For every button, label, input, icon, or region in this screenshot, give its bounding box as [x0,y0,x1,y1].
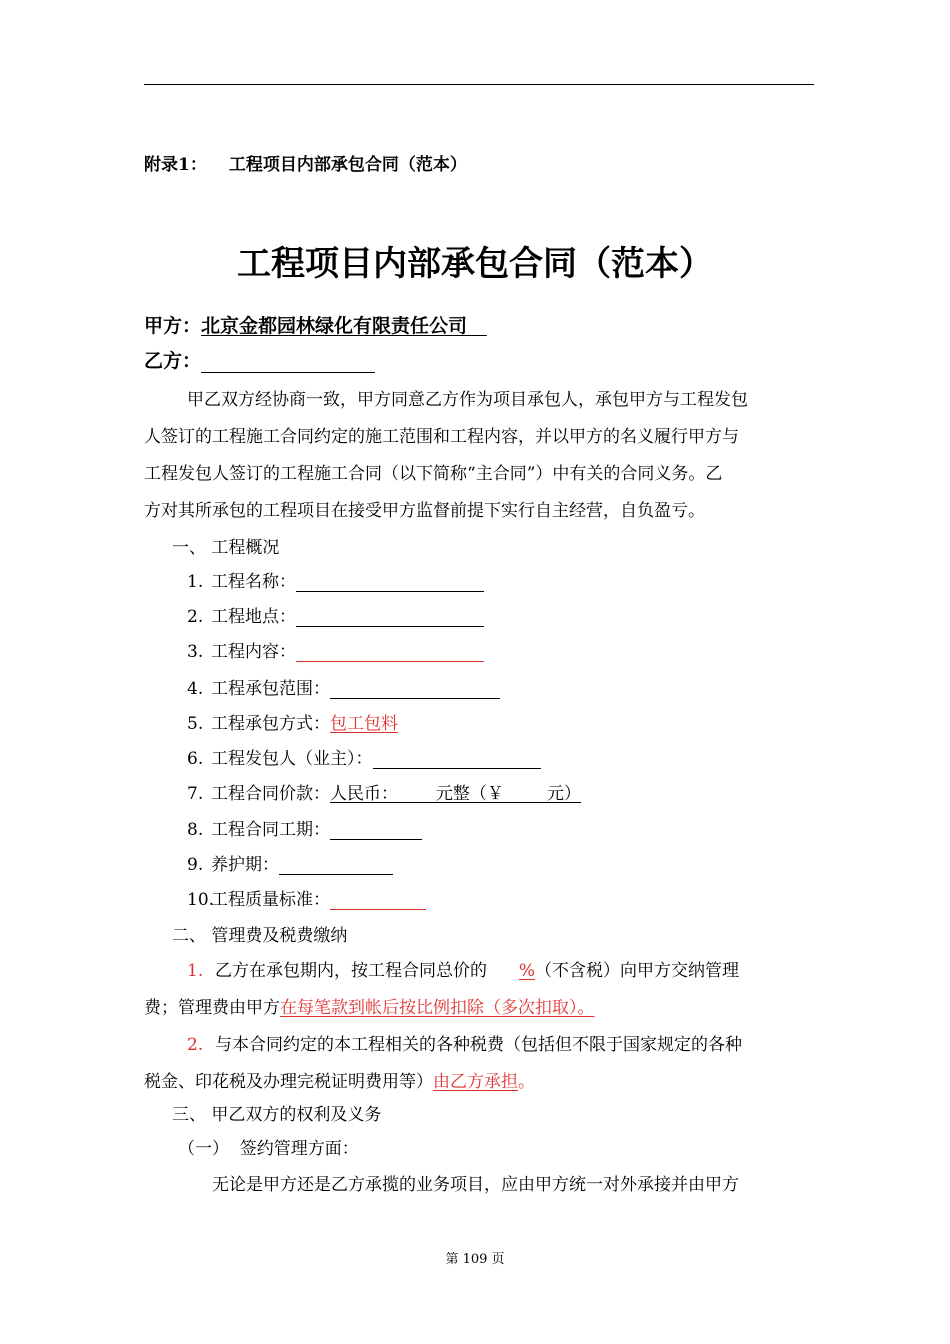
blank [279,854,393,875]
party-b-label: 乙方： [144,350,202,372]
party-a-label: 甲方： [144,315,202,337]
item-employer: 6. 工程发包人（业主）： [187,744,541,769]
item-contract-period: 8. 工程合同工期： [187,815,422,840]
section-2-p1-line-1: 1. 乙方在承包期内，按工程合同总价的 %（不含税）向甲方交纳管理 [187,961,739,981]
item-maintenance-period: 9. 养护期： [187,850,393,875]
page-number: 第 109 页 [445,1252,505,1267]
item-contract-method: 5. 工程承包方式：包工包料 [187,714,398,734]
blank [330,678,500,699]
section-1-heading: 一、 工程概况 [172,538,280,558]
section-2-p1-line-2: 费；管理费由甲方在每笔款到帐后按比例扣除（多次扣取）。 [144,998,595,1018]
intro-line-4: 方对其所承包的工程项目在接受甲方监督前提下实行自主经营，自负盈亏。 [144,501,705,521]
contract-method-value: 包工包料 [330,714,398,734]
intro-line-3: 工程发包人签订的工程施工合同（以下简称“主合同”）中有关的合同义务。乙 [144,464,723,484]
blank [330,889,426,910]
item-quality-standard: 10.工程质量标准： [187,885,426,910]
party-b-blank [201,352,375,373]
section-3-heading: 三、 甲乙双方的权利及义务 [172,1105,382,1125]
party-a [144,311,487,338]
section-2-p2-line-1: 2. 与本合同约定的本工程相关的各种税费（包括但不限于国家规定的各种 [187,1035,742,1055]
fee-percent: % [518,961,535,981]
contract-price-value: 人民币： 元整（￥ 元） [330,784,582,804]
document-title: 工程项目内部承包合同（范本） [237,244,713,284]
appendix-label: 附录1： [144,155,207,175]
party-a-name: 北京金都园林绿化有限责任公司 [201,315,468,337]
item-project-location: 2. 工程地点： [187,602,484,627]
appendix-title: 工程项目内部承包合同（范本） [228,155,467,175]
appendix-heading [144,150,467,175]
fee-deduction-note: 在每笔款到帐后按比例扣除（多次扣取）。 [280,998,595,1018]
blank [373,748,541,769]
item-project-name: 1. 工程名称： [187,567,484,592]
item-project-content: 3. 工程内容： [187,637,484,662]
section-2-heading: 二、 管理费及税费缴纳 [172,926,348,946]
intro-line-2: 人签订的工程施工合同约定的施工范围和工程内容，并以甲方的名义履行甲方与 [144,427,739,447]
section-3-sub-heading: （一） 签约管理方面： [178,1139,359,1159]
tax-bearer: 由乙方承担 [433,1072,518,1092]
section-2-p2-line-2: 税金、印花税及办理完税证明费用等）由乙方承担。 [144,1072,535,1092]
section-3-paragraph: 无论是甲方还是乙方承揽的业务项目，应由甲方统一对外承接并由甲方 [212,1175,739,1195]
blank [296,641,484,662]
blank [296,606,484,627]
blank [330,819,422,840]
blank [296,571,484,592]
intro-line-1: 甲乙双方经协商一致，甲方同意乙方作为项目承包人，承包甲方与工程发包 [187,390,748,410]
item-contract-price: 7. 工程合同价款：人民币： 元整（￥ 元） [187,784,582,804]
header-rule [144,84,814,85]
party-b [144,346,375,373]
item-contract-scope: 4. 工程承包范围： [187,674,500,699]
